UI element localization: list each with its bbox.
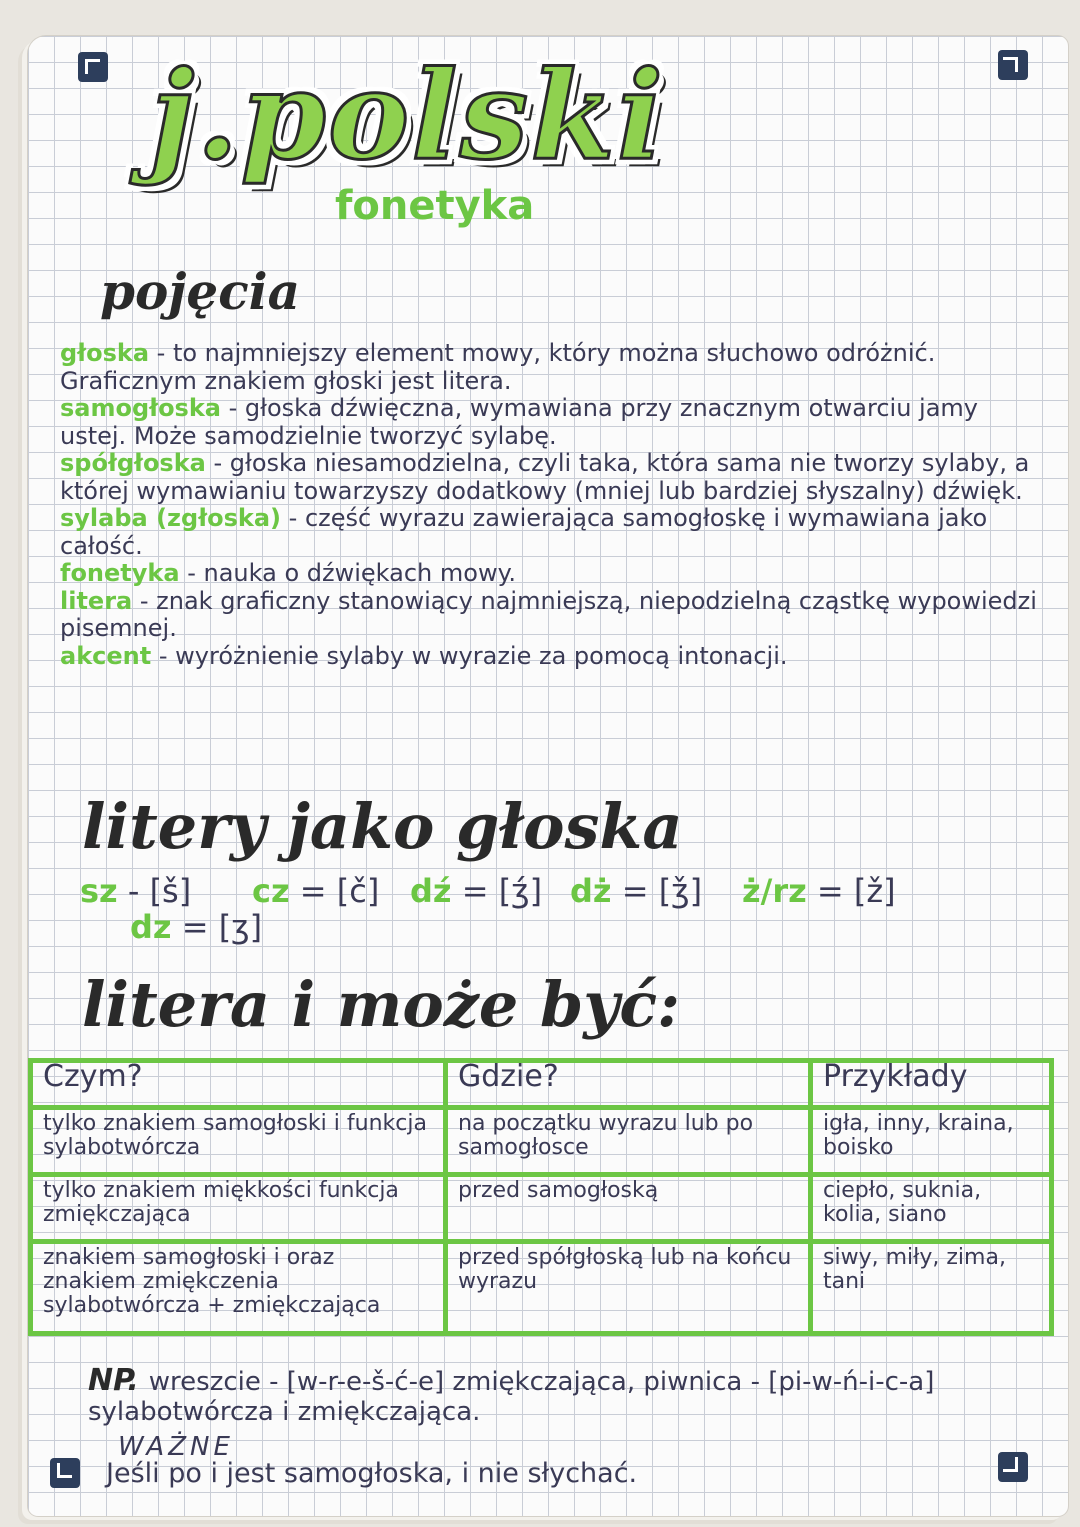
table-cell: igła, inny, kraina, boisko — [811, 1107, 1052, 1174]
section-heading-letter-i: litera i może być: — [82, 968, 680, 1041]
letters-list — [80, 872, 980, 952]
example-label: NP. — [88, 1363, 139, 1398]
definition-item — [60, 450, 1050, 505]
definition-item — [60, 588, 1050, 643]
letter-key: cz — [252, 872, 290, 910]
page-subtitle: fonetyka — [335, 183, 535, 229]
table-row — [31, 1107, 1052, 1174]
important-label: WAŻNE — [118, 1432, 234, 1462]
corner-bracket-icon — [998, 50, 1028, 80]
letter-value: = [ǯ] — [611, 872, 703, 910]
table-header: Przykłady — [811, 1061, 1052, 1108]
title-text: j.polski — [150, 43, 666, 187]
letter-key: dź — [410, 872, 452, 910]
table-header-row — [31, 1061, 1052, 1108]
letter-mapping — [570, 872, 702, 910]
table-cell: tylko znakiem miękkości funkcja zmiękczająca — [31, 1174, 446, 1241]
letter-value: = [ʒ] — [171, 908, 263, 946]
letter-value: - [š] — [117, 872, 192, 910]
definition-term: litera — [60, 586, 133, 615]
definitions-list — [60, 340, 1050, 670]
table-cell: przed spółgłoską lub na końcu wyrazu — [446, 1241, 811, 1333]
corner-bracket-icon — [998, 1452, 1028, 1482]
table-header: Czym? — [31, 1061, 446, 1108]
section-heading-letters: litery jako głoska — [82, 790, 683, 863]
letter-key: dż — [570, 872, 612, 910]
definition-item — [60, 340, 1050, 395]
corner-bracket-icon — [78, 52, 108, 82]
table-cell: przed samogłoską — [446, 1174, 811, 1241]
letter-value: = [č] — [289, 872, 380, 910]
corner-bracket-icon — [50, 1458, 80, 1488]
definition-text: - głoska dźwięczna, wymawiana przy znacznym otwarciu jamy ustej. Może samodzielnie tworzyć sylabę. — [60, 394, 979, 450]
letter-value: = [ʒ́] — [451, 872, 543, 910]
definition-item — [60, 643, 1050, 671]
letter-key: sz — [80, 872, 118, 910]
table-header: Gdzie? — [446, 1061, 811, 1108]
definition-term: akcent — [60, 641, 152, 670]
letter-mapping — [130, 908, 262, 946]
definition-term: sylaba (zgłoska) — [60, 504, 282, 532]
definition-text: - znak graficzny stanowiący najmniejszą, niepodzielną cząstkę wypowiedzi pisemnej. — [60, 586, 1037, 642]
table-cell: na początku wyrazu lub po samogłosce — [446, 1107, 811, 1174]
section-heading-terms: pojęcia — [100, 262, 301, 321]
definition-text: - część wyrazu zawierająca samogłoskę i wymawiana jako całość. — [60, 504, 988, 560]
letter-mapping — [410, 872, 542, 910]
definition-text: - głoska niesamodzielna, czyli taka, która sama nie tworzy sylaby, a której wymawianiu towarzyszy dodatkowy (mniej lub bardziej słyszalny) dźwięk. — [60, 449, 1030, 505]
letter-key: dz — [130, 908, 172, 946]
table-cell: tylko znakiem samogłoski i funkcja sylabotwórcza — [31, 1107, 446, 1174]
letter-value: = [ž] — [806, 872, 896, 910]
letter-mapping — [252, 872, 379, 910]
letter-mapping — [80, 872, 191, 910]
letter-i-table — [28, 1058, 1054, 1336]
definition-text: - wyróżnienie sylaby w wyrazie za pomocą intonacji. — [158, 641, 788, 670]
definition-term: spółgłoska — [60, 449, 206, 477]
example-text: wreszcie - [w-r-e-š-ć-e] zmiękczająca, piwnica - [pi-w-ń-i-c-a] sylabotwórcza i zmiękczająca. — [88, 1367, 935, 1427]
definition-term: samogłoska — [60, 394, 221, 422]
important-text: Jeśli po i jest samogłoska, i nie słychać. — [106, 1458, 638, 1489]
definition-text: - nauka o dźwiękach mowy. — [187, 559, 516, 587]
definition-term: głoska — [60, 339, 150, 367]
definition-item — [60, 505, 1050, 560]
letter-mapping — [742, 872, 896, 910]
definition-text: - to najmniejszy element mowy, który można słuchowo odróżnić. Graficznym znakiem głoski jest litera. — [60, 339, 936, 395]
definition-term: fonetyka — [60, 559, 180, 587]
letter-key: ż/rz — [742, 872, 807, 910]
table-cell: siwy, miły, zima, tani — [811, 1241, 1052, 1333]
example-note — [88, 1363, 1038, 1427]
definition-item — [60, 560, 1050, 588]
definition-item — [60, 395, 1050, 450]
table-cell: znakiem samogłoski i oraz znakiem zmiękczenia sylabotwórcza + zmiękczająca — [31, 1241, 446, 1333]
table-row — [31, 1174, 1052, 1241]
table-row — [31, 1241, 1052, 1333]
table-cell: ciepło, suknia, kolia, siano — [811, 1174, 1052, 1241]
